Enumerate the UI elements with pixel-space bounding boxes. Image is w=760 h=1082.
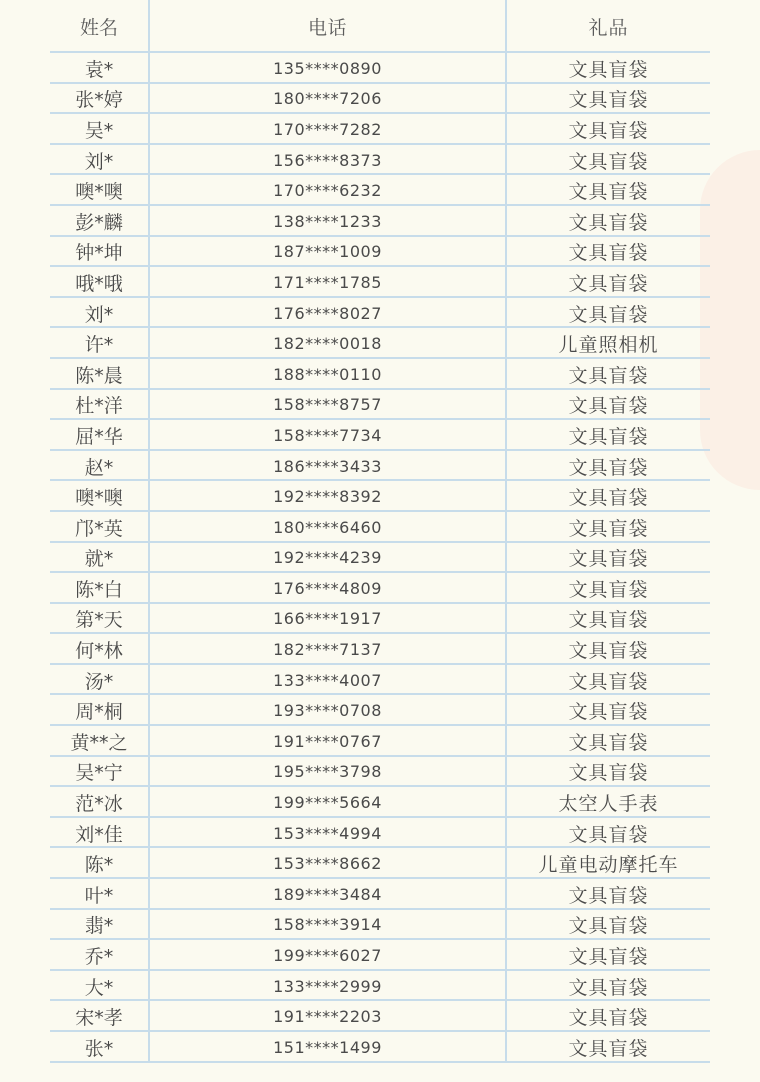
phone-cell: 158****3914 — [150, 910, 507, 939]
table-row — [50, 543, 710, 574]
phone-cell: 170****7282 — [150, 114, 507, 143]
phone-cell: 199****5664 — [150, 787, 507, 816]
table-row — [50, 879, 710, 910]
gift-cell: 文具盲袋 — [568, 578, 649, 601]
name-cell: 第*天 — [50, 604, 150, 633]
table-row — [50, 695, 710, 726]
name-cell: 就* — [50, 543, 150, 572]
table-row — [50, 1032, 710, 1063]
phone-cell: 180****6460 — [150, 512, 507, 541]
phone-cell: 153****8662 — [150, 848, 507, 877]
gift-cell: 文具盲袋 — [568, 119, 649, 142]
gift-cell: 文具盲袋 — [568, 395, 649, 418]
table-row — [50, 451, 710, 482]
table-row — [50, 298, 710, 329]
gift-cell: 儿童照相机 — [558, 334, 659, 357]
gift-cell: 太空人手表 — [558, 793, 659, 816]
phone-cell: 156****8373 — [150, 145, 507, 174]
phone-cell: 182****7137 — [150, 634, 507, 663]
phone-cell: 133****4007 — [150, 665, 507, 694]
header-gift: 礼品 — [588, 17, 629, 39]
table-row — [50, 818, 710, 849]
gift-cell: 文具盲袋 — [568, 58, 649, 81]
phone-cell: 166****1917 — [150, 604, 507, 633]
table-row — [50, 940, 710, 971]
gift-cell: 文具盲袋 — [568, 211, 649, 234]
name-cell: 刘* — [50, 145, 150, 174]
phone-cell: 170****6232 — [150, 175, 507, 204]
table-row — [50, 971, 710, 1002]
gift-cell: 文具盲袋 — [568, 89, 649, 112]
table-row — [50, 237, 710, 268]
gift-cell: 文具盲袋 — [568, 762, 649, 785]
name-cell: 噢*噢 — [50, 175, 150, 204]
table-row — [50, 787, 710, 818]
gift-cell: 文具盲袋 — [568, 701, 649, 724]
name-cell: 陈*晨 — [50, 359, 150, 388]
gift-cell: 文具盲袋 — [568, 823, 649, 846]
winners-table — [50, 0, 710, 1063]
gift-cell: 文具盲袋 — [568, 272, 649, 295]
gift-cell: 文具盲袋 — [568, 548, 649, 571]
phone-cell: 151****1499 — [150, 1032, 507, 1061]
table-row — [50, 573, 710, 604]
name-cell: 吴*宁 — [50, 757, 150, 786]
table-row — [50, 175, 710, 206]
gift-cell: 文具盲袋 — [568, 1007, 649, 1030]
table-row — [50, 328, 710, 359]
table-row — [50, 726, 710, 757]
header-phone: 电话 — [150, 0, 507, 51]
gift-cell: 文具盲袋 — [568, 976, 649, 999]
phone-cell: 180****7206 — [150, 84, 507, 113]
name-cell: 赵* — [50, 451, 150, 480]
table-row — [50, 848, 710, 879]
table-body — [50, 53, 710, 1063]
gift-cell: 文具盲袋 — [568, 1037, 649, 1060]
name-cell: 叶* — [50, 879, 150, 908]
table-row — [50, 757, 710, 788]
gift-cell: 文具盲袋 — [568, 517, 649, 540]
table-row — [50, 267, 710, 298]
phone-cell: 182****0018 — [150, 328, 507, 357]
phone-cell: 176****8027 — [150, 298, 507, 327]
table-row — [50, 359, 710, 390]
table-row — [50, 145, 710, 176]
phone-cell: 176****4809 — [150, 573, 507, 602]
phone-cell: 187****1009 — [150, 237, 507, 266]
table-row — [50, 390, 710, 421]
name-cell: 陈* — [50, 848, 150, 877]
name-cell: 袁* — [50, 53, 150, 82]
table-row — [50, 665, 710, 696]
gift-cell: 文具盲袋 — [568, 425, 649, 448]
name-cell: 刘*佳 — [50, 818, 150, 847]
table-row — [50, 512, 710, 543]
name-cell: 黄**之 — [50, 726, 150, 755]
name-cell: 杜*洋 — [50, 390, 150, 419]
name-cell: 乔* — [50, 940, 150, 969]
gift-cell: 文具盲袋 — [568, 303, 649, 326]
name-cell: 陈*白 — [50, 573, 150, 602]
name-cell: 许* — [50, 328, 150, 357]
phone-cell: 186****3433 — [150, 451, 507, 480]
gift-cell: 文具盲袋 — [568, 946, 649, 969]
name-cell: 张* — [50, 1032, 150, 1061]
phone-cell: 192****8392 — [150, 481, 507, 510]
gift-cell: 文具盲袋 — [568, 915, 649, 938]
gift-cell: 文具盲袋 — [568, 150, 649, 173]
phone-cell: 133****2999 — [150, 971, 507, 1000]
phone-cell: 195****3798 — [150, 757, 507, 786]
gift-cell: 文具盲袋 — [568, 670, 649, 693]
phone-cell: 135****0890 — [150, 53, 507, 82]
name-cell: 吴* — [50, 114, 150, 143]
table-header — [50, 0, 710, 53]
name-cell: 范*冰 — [50, 787, 150, 816]
gift-cell: 文具盲袋 — [568, 640, 649, 663]
gift-cell: 文具盲袋 — [568, 731, 649, 754]
name-cell: 何*林 — [50, 634, 150, 663]
table-row — [50, 634, 710, 665]
phone-cell: 171****1785 — [150, 267, 507, 296]
name-cell: 翡* — [50, 910, 150, 939]
table-row — [50, 84, 710, 115]
name-cell: 钟*坤 — [50, 237, 150, 266]
phone-cell: 191****2203 — [150, 1001, 507, 1030]
table-row — [50, 604, 710, 635]
gift-cell: 文具盲袋 — [568, 884, 649, 907]
phone-cell: 191****0767 — [150, 726, 507, 755]
gift-cell: 儿童电动摩托车 — [538, 854, 679, 877]
phone-cell: 189****3484 — [150, 879, 507, 908]
table-row — [50, 420, 710, 451]
gift-cell: 文具盲袋 — [568, 609, 649, 632]
table-row — [50, 114, 710, 145]
table-row — [50, 53, 710, 84]
phone-cell: 138****1233 — [150, 206, 507, 235]
phone-cell: 193****0708 — [150, 695, 507, 724]
name-cell: 宋*孝 — [50, 1001, 150, 1030]
name-cell: 张*婷 — [50, 84, 150, 113]
header-name: 姓名 — [50, 0, 150, 51]
name-cell: 哦*哦 — [50, 267, 150, 296]
phone-cell: 188****0110 — [150, 359, 507, 388]
name-cell: 大* — [50, 971, 150, 1000]
name-cell: 彭*麟 — [50, 206, 150, 235]
name-cell: 周*桐 — [50, 695, 150, 724]
gift-cell: 文具盲袋 — [568, 364, 649, 387]
name-cell: 刘* — [50, 298, 150, 327]
name-cell: 噢*噢 — [50, 481, 150, 510]
table-row — [50, 1001, 710, 1032]
gift-cell: 文具盲袋 — [568, 487, 649, 510]
phone-cell: 192****4239 — [150, 543, 507, 572]
gift-cell: 文具盲袋 — [568, 242, 649, 265]
gift-cell: 文具盲袋 — [568, 456, 649, 479]
table-row — [50, 481, 710, 512]
phone-cell: 158****8757 — [150, 390, 507, 419]
table-row — [50, 206, 710, 237]
phone-cell: 153****4994 — [150, 818, 507, 847]
name-cell: 邝*英 — [50, 512, 150, 541]
name-cell: 屈*华 — [50, 420, 150, 449]
gift-cell: 文具盲袋 — [568, 181, 649, 204]
phone-cell: 199****6027 — [150, 940, 507, 969]
name-cell: 汤* — [50, 665, 150, 694]
table-row — [50, 910, 710, 941]
phone-cell: 158****7734 — [150, 420, 507, 449]
